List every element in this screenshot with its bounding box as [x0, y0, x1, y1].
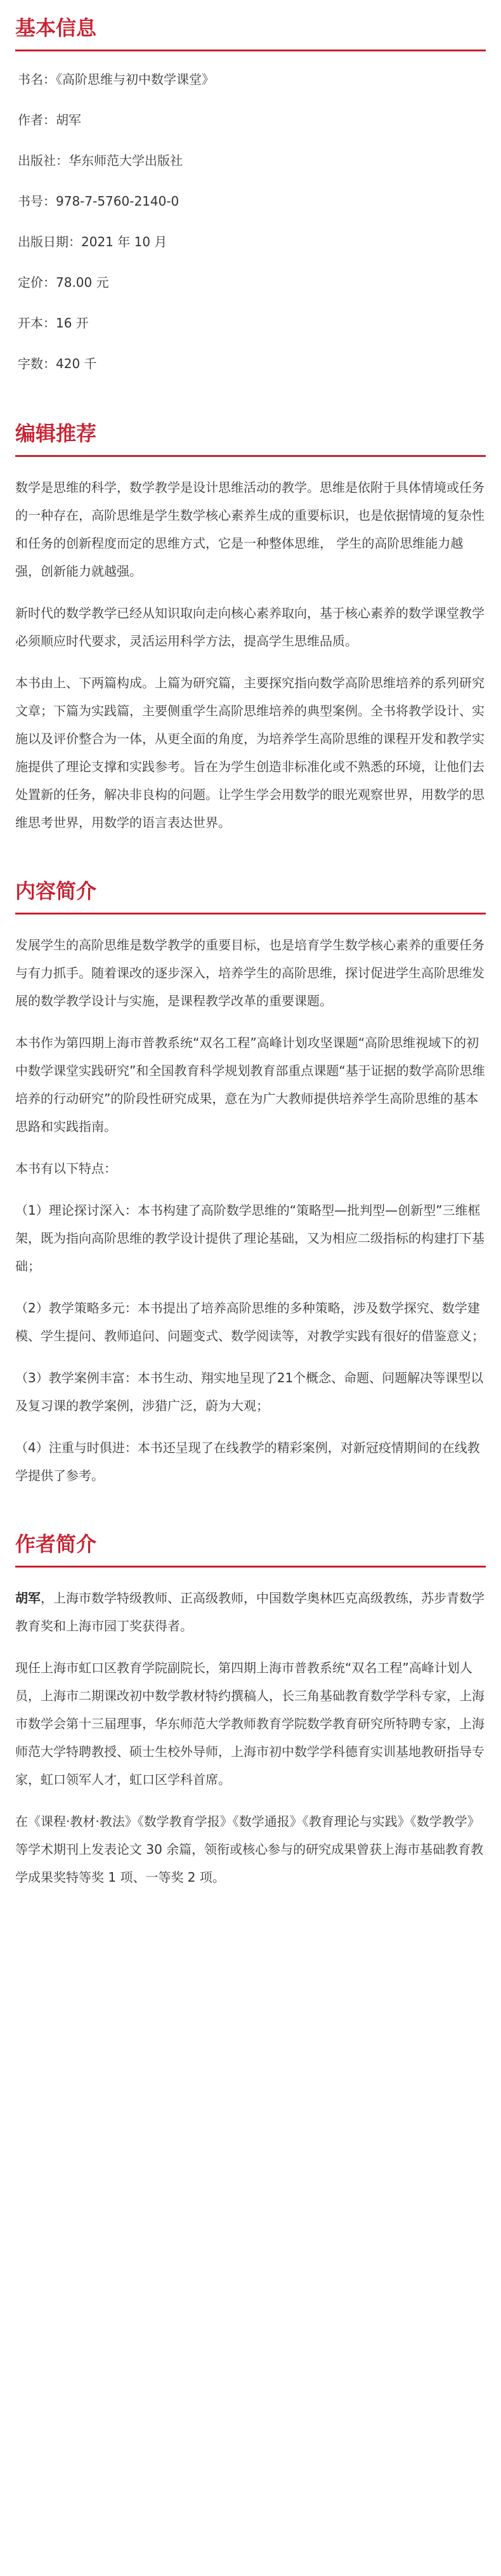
- section-title: 编辑推荐: [15, 421, 97, 446]
- info-publish-date: 出版日期：2021 年 10 月: [18, 234, 167, 249]
- paragraph: 新时代的数学教学已经从知识取向走向核心素养取向，基于核心素养的数学课堂教学必须顺应时代要求，灵活运用科学方法，提高学生思维品质。: [15, 605, 485, 649]
- paragraph: 本书由上、下两篇构成。上篇为研究篇，主要探究指向数学高阶思维培养的系列研究文章；下篇为实践篇，主要侧重学生高阶思维培养的典型案例。全书将教学设计、实施以及评价整合为一体，从更全面的角度，为培养学生高阶思维的课程开发和教学实施提供了理论支撑和实践参考。旨在为学生创造非标准化或不熟悉的环境，让他们去处置新的任务，解决非良构的问题。让学生学会用数学的眼光观察世界，用数学的思维思考世界，用数学的语言表达世界。: [15, 675, 485, 830]
- section-author-intro: [15, 1530, 486, 1891]
- section-divider: [15, 50, 486, 51]
- feature-item: （1）理论探讨深入：本书构建了高阶数学思维的“策略型—批判型—创新型”三维框架，既为指向高阶思维的教学设计提供了理论基础，又为相应二级指标的构建打下基础；: [15, 1203, 485, 1274]
- feature-item: （3）教学案例丰富：本书生动、翔实地呈现了21个概念、命题、问题解决等课型以及复习课的教学案例，涉猎广泛，蔚为大观；: [15, 1370, 484, 1413]
- paragraph: 本书有以下特点：: [15, 1161, 117, 1176]
- paragraph: 现任上海市虹口区教育学院副院长，第四期上海市普教系统“双名工程”高峰计划人员，上海市二期课改初中数学教材特约撰稿人，长三角基础教育数学学科专家，上海市数学会第十三届理事，华东师范大学教师教育学院数学教育研究所特聘专家，上海师范大学特聘教授、硕士生校外导师，上海市初中数学学科德育实训基地教研指导专家，虹口领军人才，虹口区学科首席。: [15, 1660, 485, 1787]
- author-intro: [15, 1584, 486, 1640]
- section-title: 作者简介: [15, 1532, 97, 1556]
- info-publisher: 出版社：华东师范大学出版社: [18, 153, 183, 168]
- info-word-count: 字数：420 千: [18, 356, 97, 371]
- section-title: 基本信息: [15, 16, 97, 40]
- info-price: 定价：78.00 元: [18, 275, 109, 290]
- paragraph: 数学是思维的科学，数学教学是设计思维活动的教学。思维是依附于具体情境或任务的一种存在，高阶思维是学生数学核心素养生成的重要标识，也是依据情境的复杂性和任务的创新程度而定的思维方式，它是一种整体思维， 学生的高阶思维能力越强，创新能力就越强。: [15, 480, 485, 579]
- paragraph: 本书作为第四期上海市普教系统“双名工程”高峰计划攻坚课题“高阶思维视域下的初中数学课堂实践研究”和全国教育科学规划教育部重点课题“基于证据的数学高阶思维培养的行动研究”的阶段性研究成果，意在为广大教师提供培养学生高阶思维的基本思路和实践指南。: [15, 1035, 485, 1134]
- info-book-title: 书名：《高阶思维与初中数学课堂》: [18, 72, 214, 87]
- section-basic-info: [15, 14, 486, 375]
- feature-item: （2）教学策略多元：本书提出了培养高阶思维的多种策略，涉及数学探究、数学建模、学生提问、教师追问、问题变式、数学阅读等，对教学实践有很好的借鉴意义；: [15, 1300, 485, 1344]
- section-divider: [15, 1566, 486, 1568]
- section-divider: [15, 913, 486, 915]
- section-divider: [15, 455, 486, 457]
- info-author: 作者：胡军: [18, 112, 81, 128]
- feature-item: （4）注重与时俱进：本书还呈现了在线教学的精彩案例，对新冠疫情期间的在线教学提供了参考。: [15, 1440, 480, 1483]
- section-content-summary: [15, 877, 486, 1489]
- author-name: 胡军: [15, 1590, 41, 1606]
- info-format: 开本：16 开: [18, 315, 89, 331]
- author-intro-text: ，上海市数学特级教师、正高级教师，中国数学奥林匹克高级教练，苏步青数学教育奖和上海市园丁奖获得者。: [15, 1590, 485, 1634]
- section-editor-recommendation: [15, 419, 486, 836]
- section-title: 内容简介: [15, 879, 97, 903]
- info-isbn: 书号：978-7-5760-2140-0: [18, 194, 179, 209]
- paragraph: 在《课程·教材·教法》《数学教育学报》《数学通报》《教育理论与实践》《数学教学》等学术期刊上发表论文 30 余篇，领衔或核心参与的研究成果曾获上海市基础教育教学成果奖特等奖 1 项、一等奖 2 项。: [15, 1814, 484, 1885]
- paragraph: 发展学生的高阶思维是数学教学的重要目标，也是培育学生数学核心素养的重要任务与有力抓手。随着课改的逐步深入，培养学生的高阶思维，探讨促进学生高阶思维发展的数学教学设计与实施，是课程教学改革的重要课题。: [15, 937, 485, 1008]
